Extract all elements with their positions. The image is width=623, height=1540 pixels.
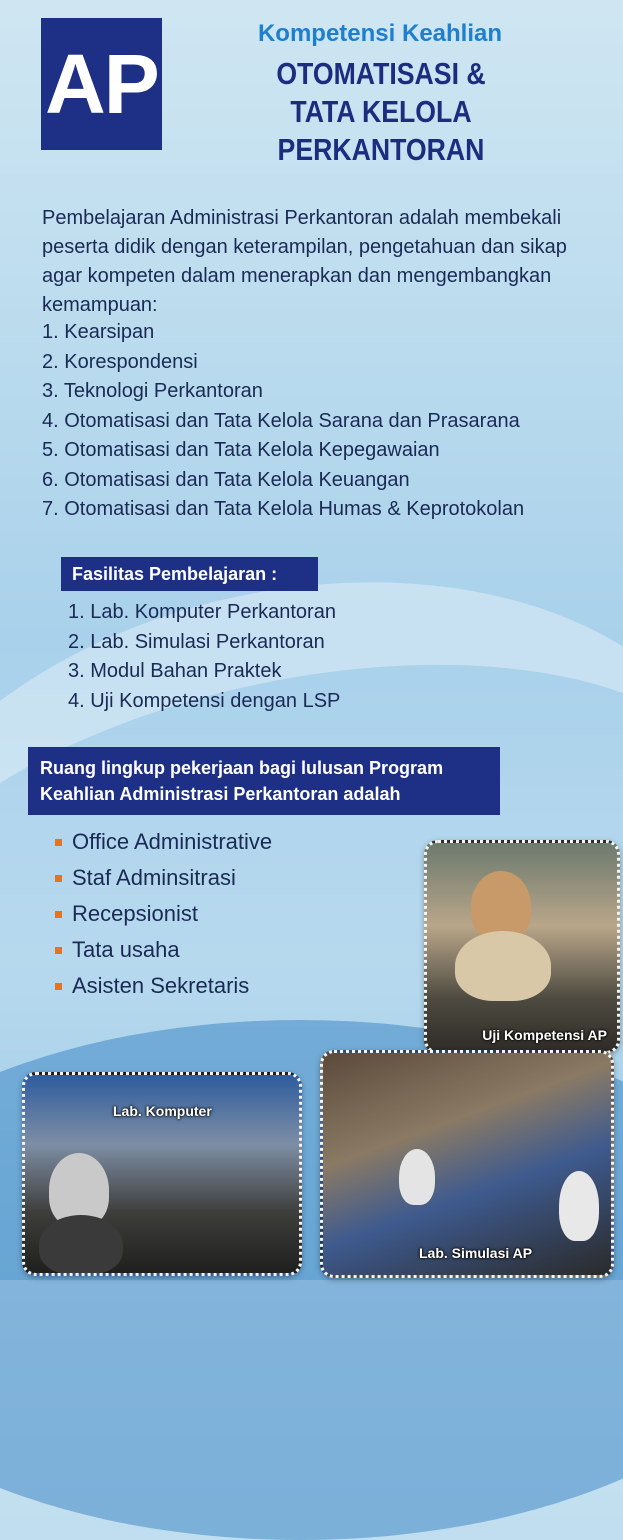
scope-list bbox=[55, 824, 272, 1004]
photo-caption: Lab. Simulasi AP bbox=[419, 1245, 533, 1261]
competency-item: 4. Otomatisasi dan Tata Kelola Sarana dan Prasarana bbox=[42, 409, 520, 432]
scope-heading-line2: Keahlian Administrasi Perkantoran adalah bbox=[40, 784, 401, 804]
competency-item: 6. Otomatisasi dan Tata Kelola Keuangan bbox=[42, 468, 410, 491]
facility-item: 3. Modul Bahan Praktek bbox=[68, 660, 282, 682]
scope-item bbox=[55, 896, 272, 932]
facilities-heading: Fasilitas Pembelajaran : bbox=[61, 557, 318, 591]
person-figure bbox=[455, 931, 551, 1001]
scope-item bbox=[55, 968, 272, 1004]
bullet-icon bbox=[55, 875, 62, 882]
bullet-icon bbox=[55, 839, 62, 846]
facility-item: 1. Lab. Komputer Perkantoran bbox=[68, 601, 336, 623]
scope-item-label: Asisten Sekretaris bbox=[72, 973, 250, 998]
intro-paragraph: Pembelajaran Administrasi Perkantoran adalah membekali peserta didik dengan keterampilan, pengetahuan dan sikap agar kompeten dalam menerapkan dan mengembangkan kemampuan: bbox=[42, 207, 567, 316]
bullet-icon bbox=[55, 947, 62, 954]
header-subtitle: Kompetensi Keahlian bbox=[257, 20, 503, 47]
photo-caption: Uji Kompetensi AP bbox=[482, 1027, 607, 1043]
scope-heading bbox=[28, 747, 500, 815]
facility-item: 4. Uji Kompetensi dengan LSP bbox=[68, 689, 341, 712]
competency-item: 5. Otomatisasi dan Tata Kelola Kepegawaian bbox=[42, 439, 440, 461]
scope-heading-line1: Ruang lingkup pekerjaan bagi lulusan Program bbox=[40, 758, 444, 778]
scope-item-label: Tata usaha bbox=[72, 937, 180, 962]
person-figure bbox=[559, 1171, 599, 1241]
header-title-line1: OTOMATISASI & bbox=[276, 56, 486, 91]
ap-logo: AP bbox=[41, 18, 162, 150]
scope-item-label: Staf Adminsitrasi bbox=[72, 865, 236, 890]
photo-lab-komputer bbox=[22, 1072, 302, 1276]
scope-item bbox=[55, 932, 272, 968]
scope-item bbox=[55, 824, 272, 860]
scope-item-label: Recepsionist bbox=[72, 901, 198, 926]
competency-item: 7. Otomatisasi dan Tata Kelola Humas & Keprotokolan bbox=[42, 498, 525, 520]
bullet-icon bbox=[55, 983, 62, 990]
competency-item: 1. Kearsipan bbox=[42, 321, 155, 343]
bullet-icon bbox=[55, 911, 62, 918]
person-figure bbox=[399, 1149, 435, 1205]
competency-item: 3. Teknologi Perkantoran bbox=[42, 380, 263, 402]
photo-lab-simulasi bbox=[320, 1050, 614, 1278]
header-title bbox=[196, 55, 566, 169]
photo-caption: Lab. Komputer bbox=[113, 1103, 212, 1119]
competency-item: 2. Korespondensi bbox=[42, 350, 198, 373]
person-figure bbox=[39, 1215, 123, 1275]
competency-list bbox=[42, 318, 524, 525]
photo-uji-kompetensi bbox=[424, 840, 620, 1054]
facilities-list bbox=[68, 598, 340, 716]
scope-item bbox=[55, 860, 272, 896]
header-title-line2: TATA KELOLA PERKANTORAN bbox=[277, 94, 485, 167]
facility-item: 2. Lab. Simulasi Perkantoran bbox=[68, 630, 325, 653]
scope-item-label: Office Administrative bbox=[72, 829, 273, 854]
